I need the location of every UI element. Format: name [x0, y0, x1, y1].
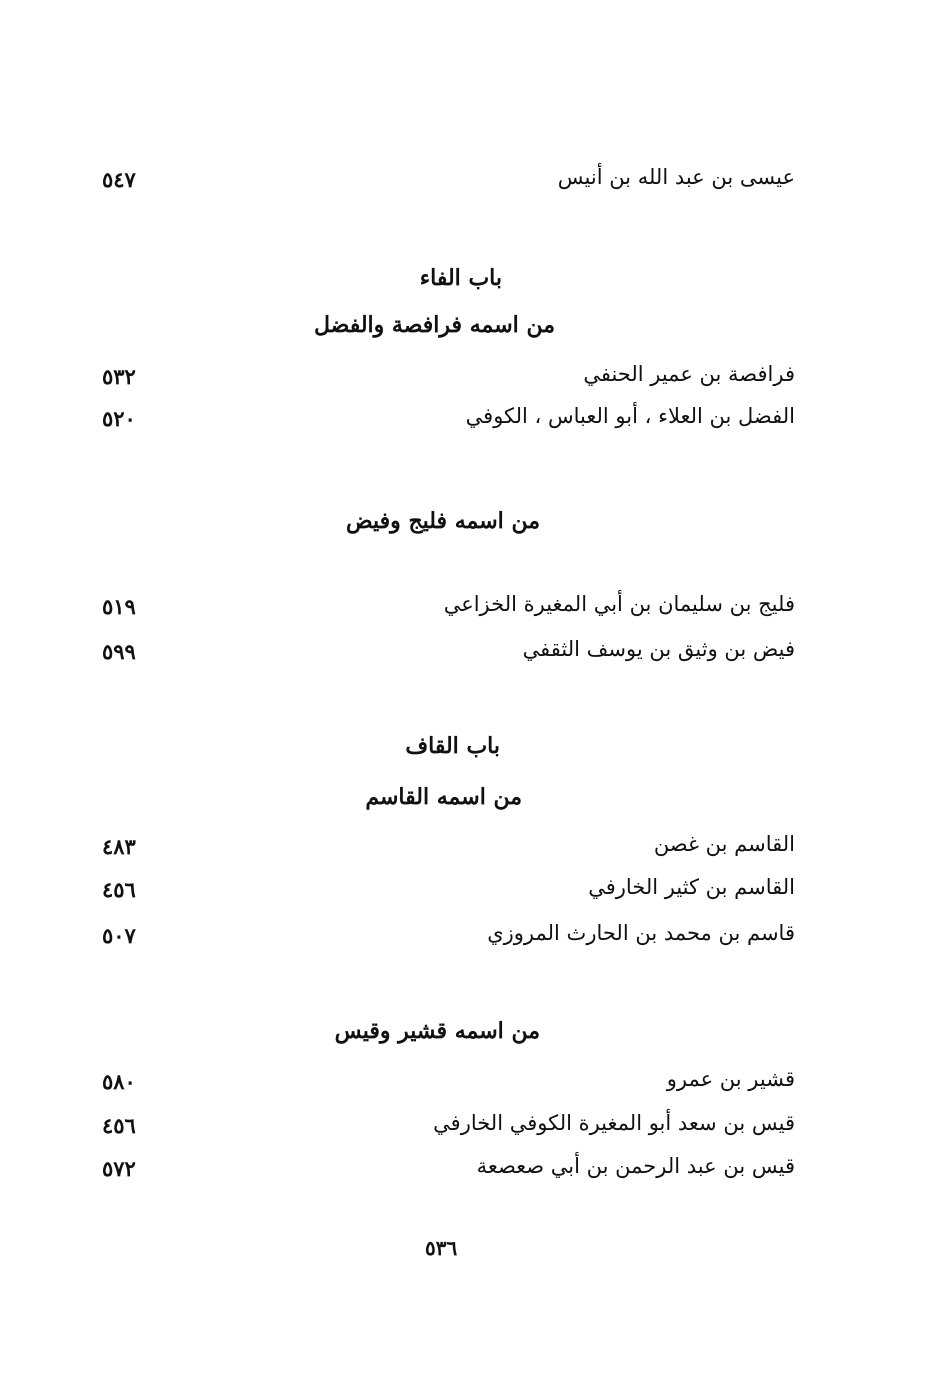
index-entry-name: قيس بن سعد أبو المغيرة الكوفي الخارفي: [433, 1111, 795, 1135]
section-heading: من اسمه فليج وفيض: [346, 508, 540, 534]
index-entry-page: ٥٩٩: [102, 639, 136, 664]
index-entry-name: القاسم بن غصن: [653, 832, 795, 856]
index-entry-page: ٥٨٠: [102, 1069, 136, 1094]
index-entry-page: ٥٢٠: [102, 406, 136, 431]
index-entry-name: فرافصة بن عمير الحنفي: [583, 362, 795, 386]
index-entry-name: قاسم بن محمد بن الحارث المروزي: [487, 921, 795, 945]
index-entry-page: ٥٣٢: [102, 364, 136, 389]
section-heading: من اسمه قشير وقيس: [334, 1018, 540, 1044]
chapter-heading: باب القاف: [405, 733, 500, 759]
index-entry-name: الفضل بن العلاء ، أبو العباس ، الكوفي: [465, 404, 795, 428]
section-heading: من اسمه القاسم: [365, 784, 522, 810]
index-entry-name: فليج بن سليمان بن أبي المغيرة الخزاعي: [443, 592, 795, 616]
index-entry-page: ٤٥٦: [102, 1113, 136, 1138]
index-entry-page: ٥٠٧: [102, 923, 136, 948]
index-entry-name: قيس بن عبد الرحمن بن أبي صعصعة: [476, 1154, 795, 1178]
index-entry-name: عيسى بن عبد الله بن أنيس: [557, 165, 795, 189]
page-number: ٥٣٦: [425, 1236, 458, 1260]
index-entry-page: ٤٥٦: [102, 877, 136, 902]
index-entry-name: قشير بن عمرو: [666, 1067, 795, 1091]
chapter-heading: باب الفاء: [419, 265, 502, 291]
index-entry-page: ٤٨٣: [102, 834, 136, 859]
index-entry-name: القاسم بن كثير الخارفي: [588, 875, 795, 899]
index-entry-name: فيض بن وثيق بن يوسف الثقفي: [522, 637, 795, 661]
index-entry-page: ٥١٩: [102, 594, 136, 619]
section-heading: من اسمه فرافصة والفضل: [313, 312, 555, 338]
index-entry-page: ٥٧٢: [102, 1156, 136, 1181]
index-entry-page: ٥٤٧: [102, 167, 136, 192]
